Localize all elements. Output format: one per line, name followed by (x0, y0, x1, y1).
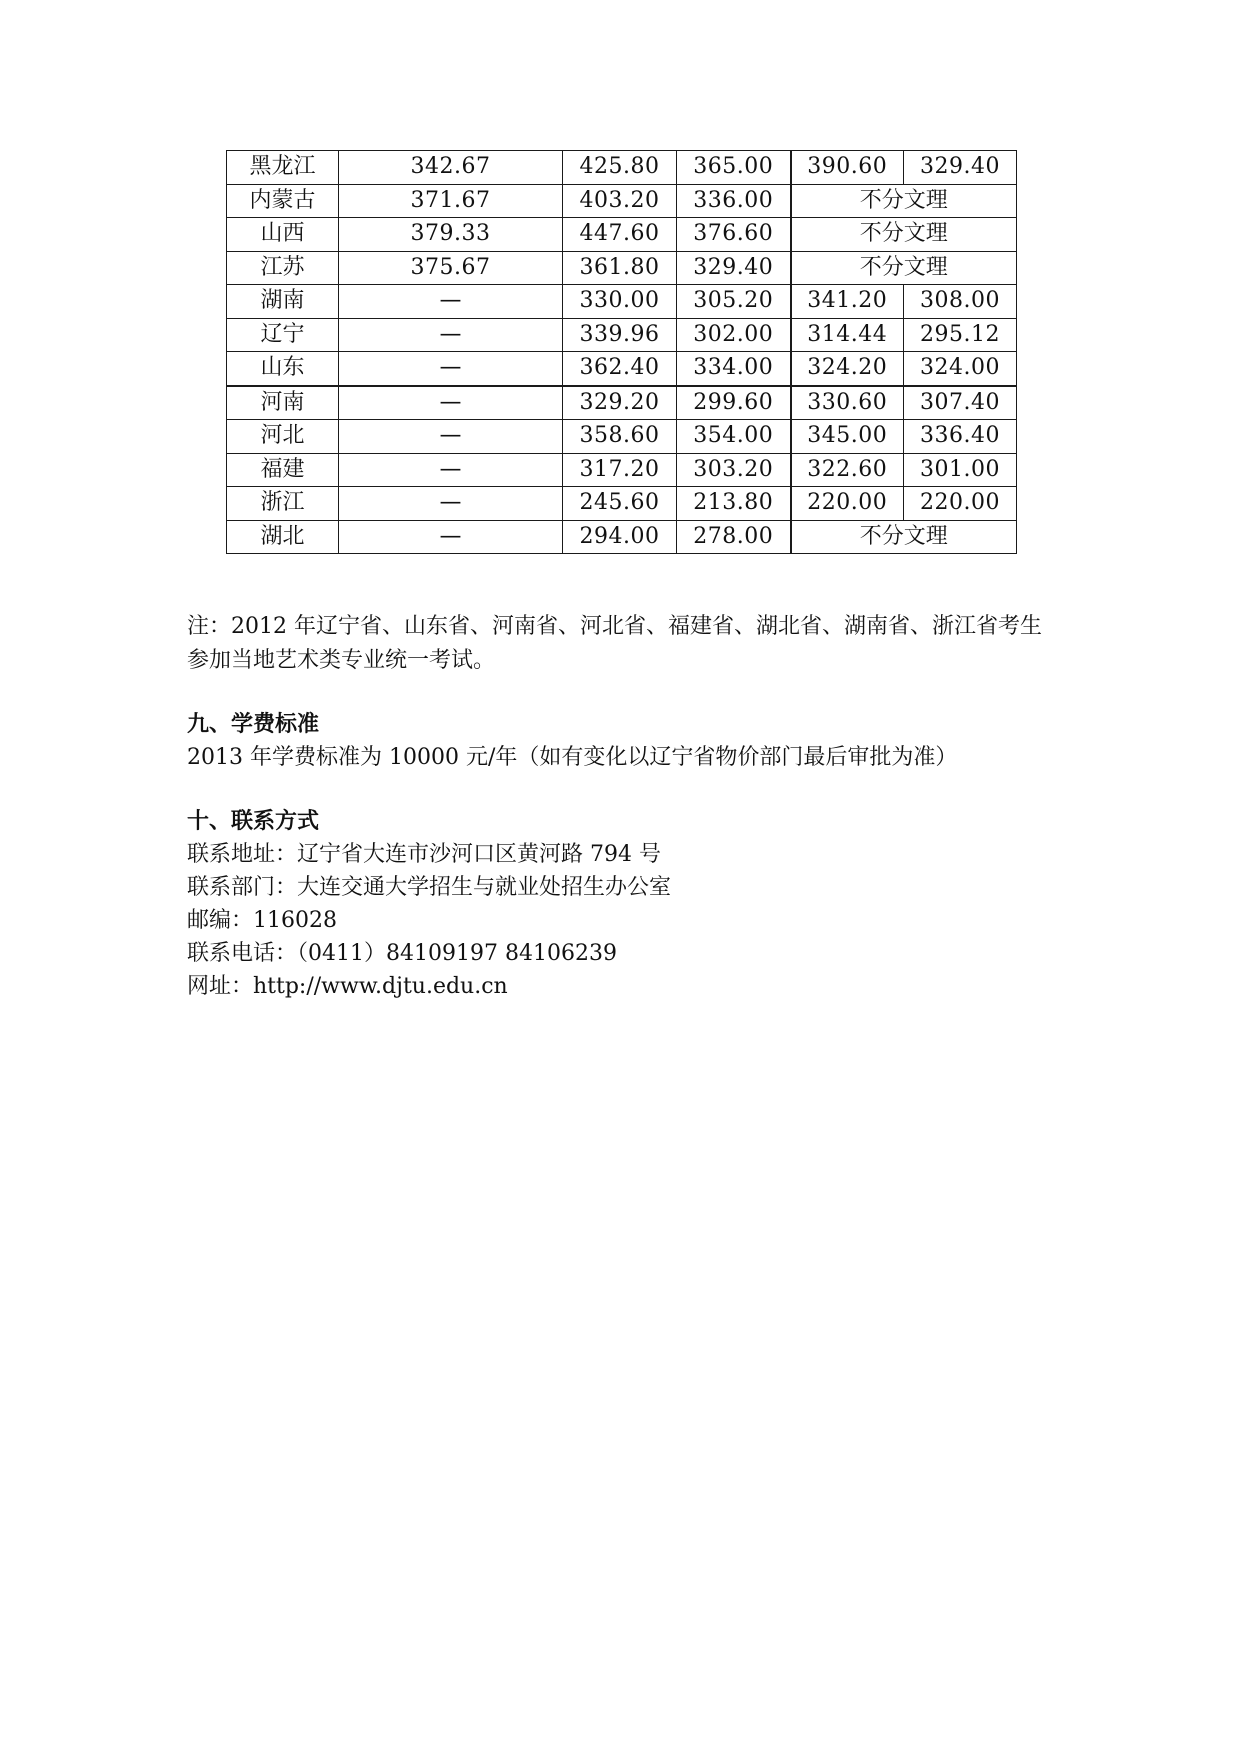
score-cell: — (339, 520, 563, 554)
score-cell: 447.60 (563, 218, 677, 252)
score-cell: 294.00 (563, 520, 677, 554)
score-cell: 307.40 (904, 386, 1017, 420)
score-cell: 322.60 (791, 453, 904, 487)
table-note: 注：2012 年辽宁省、山东省、河南省、河北省、福建省、湖北省、湖南省、浙江省考生参加当地艺术类专业统一考试。 (187, 614, 1042, 673)
province-cell: 浙江 (227, 487, 339, 521)
score-cell: 317.20 (563, 453, 677, 487)
contact-phone: 联系电话：（0411）84109197 84106239 (187, 941, 617, 966)
province-cell: 福建 (227, 453, 339, 487)
merged-cell: 不分文理 (791, 251, 1017, 285)
table-row (227, 251, 1017, 285)
score-cell: 354.00 (677, 420, 791, 454)
contact-address: 联系地址：辽宁省大连市沙河口区黄河路 794 号 (187, 842, 661, 867)
score-cell: 330.00 (563, 285, 677, 319)
score-cell: 295.12 (904, 318, 1017, 352)
province-cell: 江苏 (227, 251, 339, 285)
score-cell: — (339, 487, 563, 521)
score-cell: 220.00 (904, 487, 1017, 521)
score-cell: 213.80 (677, 487, 791, 521)
score-cell: 278.00 (677, 520, 791, 554)
score-cell: 329.40 (677, 251, 791, 285)
contact-heading: 十、联系方式 (187, 808, 320, 834)
score-cell: 336.00 (677, 184, 791, 218)
score-table (226, 150, 1017, 554)
score-cell: — (339, 285, 563, 319)
table-row (227, 318, 1017, 352)
score-cell: 303.20 (677, 453, 791, 487)
tuition-text: 2013 年学费标准为 10000 元/年（如有变化以辽宁省物价部门最后审批为准） (187, 745, 958, 770)
score-cell: 302.00 (677, 318, 791, 352)
contact-postcode: 邮编：116028 (187, 908, 337, 933)
province-cell: 山东 (227, 352, 339, 386)
table-row (227, 386, 1017, 420)
table-row (227, 285, 1017, 319)
province-cell: 河北 (227, 420, 339, 454)
score-cell: 345.00 (791, 420, 904, 454)
score-cell: 305.20 (677, 285, 791, 319)
score-cell: 403.20 (563, 184, 677, 218)
score-cell: — (339, 420, 563, 454)
score-cell: 314.44 (791, 318, 904, 352)
score-cell: 330.60 (791, 386, 904, 420)
score-cell: 329.40 (904, 151, 1017, 185)
score-cell: 390.60 (791, 151, 904, 185)
province-cell: 辽宁 (227, 318, 339, 352)
table-row (227, 453, 1017, 487)
table-row (227, 487, 1017, 521)
table-row (227, 184, 1017, 218)
province-cell: 河南 (227, 386, 339, 420)
score-cell: 371.67 (339, 184, 563, 218)
score-cell: — (339, 352, 563, 386)
score-cell: 220.00 (791, 487, 904, 521)
score-cell: — (339, 386, 563, 420)
contact-website: 网址：http://www.djtu.edu.cn (187, 974, 508, 999)
score-cell: 361.80 (563, 251, 677, 285)
score-cell: — (339, 318, 563, 352)
score-cell: 334.00 (677, 352, 791, 386)
score-cell: 341.20 (791, 285, 904, 319)
score-cell: 301.00 (904, 453, 1017, 487)
score-cell: 299.60 (677, 386, 791, 420)
score-cell: 245.60 (563, 487, 677, 521)
score-cell: 324.00 (904, 352, 1017, 386)
contact-department: 联系部门：大连交通大学招生与就业处招生办公室 (187, 875, 672, 900)
score-cell: 324.20 (791, 352, 904, 386)
score-cell: 329.20 (563, 386, 677, 420)
merged-cell: 不分文理 (791, 218, 1017, 252)
province-cell: 湖北 (227, 520, 339, 554)
merged-cell: 不分文理 (791, 184, 1017, 218)
tuition-heading: 九、学费标准 (187, 711, 320, 737)
table-row (227, 520, 1017, 554)
score-cell: 375.67 (339, 251, 563, 285)
score-cell: 336.40 (904, 420, 1017, 454)
province-cell: 山西 (227, 218, 339, 252)
table-row (227, 352, 1017, 386)
score-cell: 379.33 (339, 218, 563, 252)
score-cell: 339.96 (563, 318, 677, 352)
province-cell: 黑龙江 (227, 151, 339, 185)
score-cell: 362.40 (563, 352, 677, 386)
score-cell: 365.00 (677, 151, 791, 185)
province-cell: 湖南 (227, 285, 339, 319)
table-row (227, 151, 1017, 185)
score-cell: 342.67 (339, 151, 563, 185)
table-row (227, 420, 1017, 454)
score-cell: 376.60 (677, 218, 791, 252)
table-row (227, 218, 1017, 252)
score-cell: 308.00 (904, 285, 1017, 319)
score-cell: 358.60 (563, 420, 677, 454)
province-cell: 内蒙古 (227, 184, 339, 218)
score-cell: 425.80 (563, 151, 677, 185)
score-cell: — (339, 453, 563, 487)
merged-cell: 不分文理 (791, 520, 1017, 554)
